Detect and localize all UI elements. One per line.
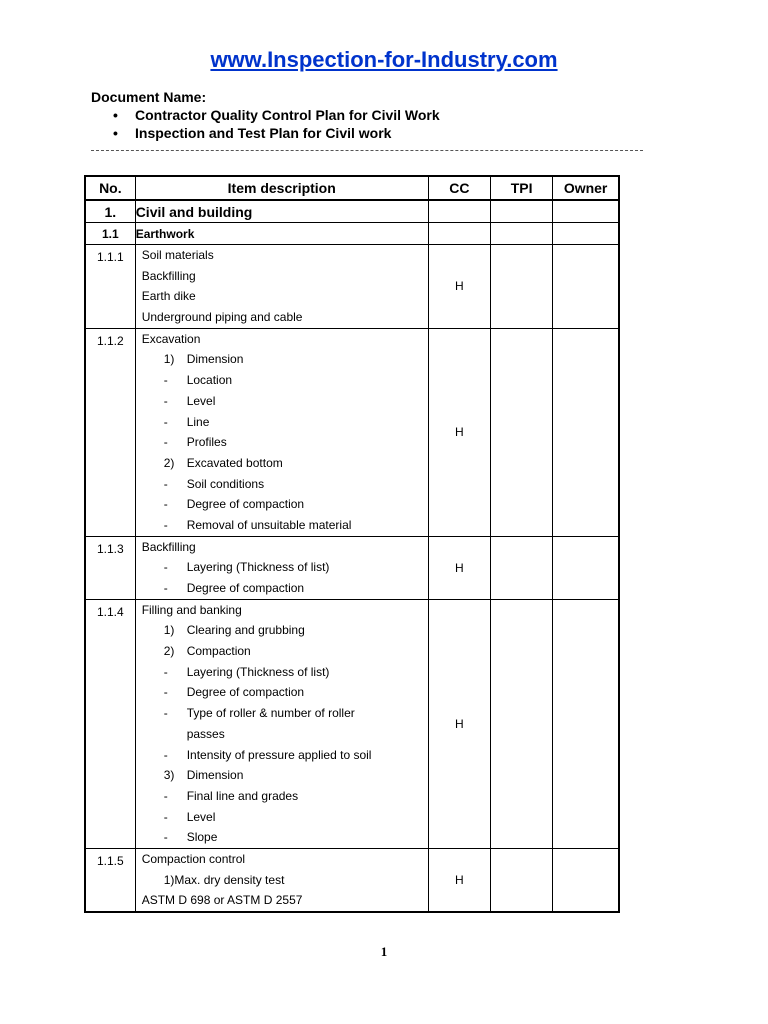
item-description [135, 848, 428, 912]
list-marker: - [163, 497, 168, 512]
item-number: 1.1.1 [85, 245, 135, 329]
dashed-divider [91, 150, 643, 151]
cc-cell [428, 200, 490, 223]
list-marker: - [163, 830, 168, 845]
document-name-text: Inspection and Test Plan for Civil work [135, 125, 392, 141]
description-text: Dimension [186, 352, 244, 367]
item-number: 1.1.4 [85, 599, 135, 848]
description-line [136, 370, 428, 391]
description-text: Degree of compaction [186, 581, 305, 595]
tpi-cell [491, 536, 553, 599]
description-line [136, 453, 428, 474]
list-marker: - [163, 373, 168, 388]
description-line [136, 765, 428, 786]
description-text: Layering (Thickness of list) [186, 664, 330, 679]
description-line: Soil materials [141, 248, 214, 262]
owner-cell [553, 536, 619, 599]
page-number: 1 [380, 944, 388, 959]
inspection-test-plan-table [84, 175, 620, 913]
description-line [136, 557, 428, 578]
description-text: Level [186, 393, 216, 408]
description-text: Level [186, 809, 216, 824]
description-text: Layering (Thickness of list) [186, 560, 330, 575]
description-line: Excavation [141, 331, 201, 346]
description-line [136, 745, 428, 766]
bullet-icon: • [113, 125, 118, 141]
document-name-item [91, 106, 440, 124]
section-row [85, 223, 619, 245]
table-header-row [85, 176, 619, 200]
description-text: Dimension [186, 768, 244, 783]
table-row [85, 536, 619, 599]
description-line [136, 432, 428, 453]
description-line: Earth dike [141, 289, 196, 304]
description-text: Slope [186, 830, 218, 845]
owner-cell [553, 599, 619, 848]
tpi-cell [491, 245, 553, 329]
description-line [136, 724, 428, 745]
description-line [136, 578, 428, 599]
description-text: Degree of compaction [186, 685, 305, 700]
table-row [85, 848, 619, 912]
description-text: passes [186, 726, 225, 741]
description-line [136, 682, 428, 703]
owner-cell [553, 848, 619, 912]
column-header-owner: Owner [553, 176, 619, 200]
description-text: Profiles [186, 435, 227, 450]
cc-cell: H [428, 245, 490, 329]
cc-cell: H [428, 848, 490, 912]
description-line [136, 807, 428, 828]
description-line [136, 703, 428, 724]
description-line: Filling and banking [141, 602, 242, 617]
description-text: Final line and grades [186, 788, 299, 803]
list-marker: 2) [163, 455, 175, 470]
list-marker: - [163, 706, 168, 721]
column-header-cc: CC [428, 176, 490, 200]
cc-cell: H [428, 328, 490, 536]
item-number: 1.1.3 [85, 536, 135, 599]
section-row [85, 200, 619, 223]
section-title: Earthwork [135, 223, 428, 245]
description-line: Compaction control [141, 851, 246, 866]
list-marker: - [163, 788, 168, 803]
tpi-cell [491, 328, 553, 536]
list-marker: 3) [163, 768, 175, 783]
section-number: 1.1 [85, 223, 135, 245]
item-description [135, 599, 428, 848]
cc-cell [428, 223, 490, 245]
list-marker: - [163, 414, 168, 429]
item-description [135, 328, 428, 536]
list-marker: - [163, 685, 168, 700]
document-name-label: Document Name: [91, 89, 207, 105]
section-number: 1. [85, 200, 135, 223]
column-header-tpi: TPI [491, 176, 553, 200]
document-name-text: Contractor Quality Control Plan for Civil Work [135, 107, 440, 123]
column-header-item-description: Item description [135, 176, 428, 200]
description-line: ASTM D 698 or ASTM D 2557 [141, 893, 303, 908]
description-line [136, 620, 428, 641]
table-row [85, 599, 619, 848]
tpi-cell [491, 599, 553, 848]
description-text: Location [186, 373, 233, 388]
description-text: Type of roller & number of roller [186, 706, 355, 721]
item-number: 1.1.5 [85, 848, 135, 912]
document-name-item [91, 124, 440, 142]
owner-cell [553, 200, 619, 223]
item-number: 1.1.2 [85, 328, 135, 536]
description-line [136, 412, 428, 433]
description-line [136, 494, 428, 515]
list-marker: - [163, 517, 168, 532]
item-description [135, 245, 428, 329]
list-marker: 1) [163, 872, 175, 887]
cc-cell: H [428, 536, 490, 599]
description-line [136, 870, 428, 891]
description-text: Soil conditions [186, 476, 265, 491]
list-marker: 2) [163, 644, 175, 659]
table-row [85, 245, 619, 329]
description-text: Max. dry density test [174, 872, 285, 887]
description-line [136, 515, 428, 536]
document-name-list [91, 106, 440, 142]
owner-cell [553, 328, 619, 536]
tpi-cell [491, 223, 553, 245]
description-line: Backfilling [141, 539, 196, 554]
bullet-icon: • [113, 107, 118, 123]
description-line [136, 349, 428, 370]
site-link[interactable]: www.Inspection-for-Industry.com [210, 47, 558, 72]
description-line: Underground piping and cable [141, 310, 303, 325]
list-marker: - [163, 393, 168, 408]
column-header-no: No. [85, 176, 135, 200]
description-text: Clearing and grubbing [186, 623, 305, 638]
list-marker: - [163, 435, 168, 450]
list-marker: 1) [163, 352, 175, 367]
description-text: Compaction [186, 644, 251, 659]
description-text: Removal of unsuitable material [186, 517, 352, 532]
tpi-cell [491, 200, 553, 223]
owner-cell [553, 223, 619, 245]
table-row [85, 328, 619, 536]
description-text: Excavated bottom [186, 455, 283, 470]
tpi-cell [491, 848, 553, 912]
description-line [136, 827, 428, 848]
list-marker: - [163, 476, 168, 491]
description-text: Line [186, 414, 210, 429]
description-line [136, 641, 428, 662]
owner-cell [553, 245, 619, 329]
list-marker: - [163, 809, 168, 824]
cc-cell: H [428, 599, 490, 848]
description-line [136, 786, 428, 807]
list-marker: - [163, 747, 168, 762]
list-marker: - [163, 664, 168, 679]
list-marker: - [163, 560, 168, 575]
list-marker: 1) [163, 623, 175, 638]
item-description [135, 536, 428, 599]
description-text: Intensity of pressure applied to soil [186, 747, 372, 762]
description-line: Backfilling [141, 268, 196, 283]
description-line [136, 662, 428, 683]
description-line [136, 474, 428, 495]
description-line [136, 391, 428, 412]
list-marker: - [163, 581, 168, 595]
section-title: Civil and building [135, 200, 428, 223]
description-text: Degree of compaction [186, 497, 305, 512]
